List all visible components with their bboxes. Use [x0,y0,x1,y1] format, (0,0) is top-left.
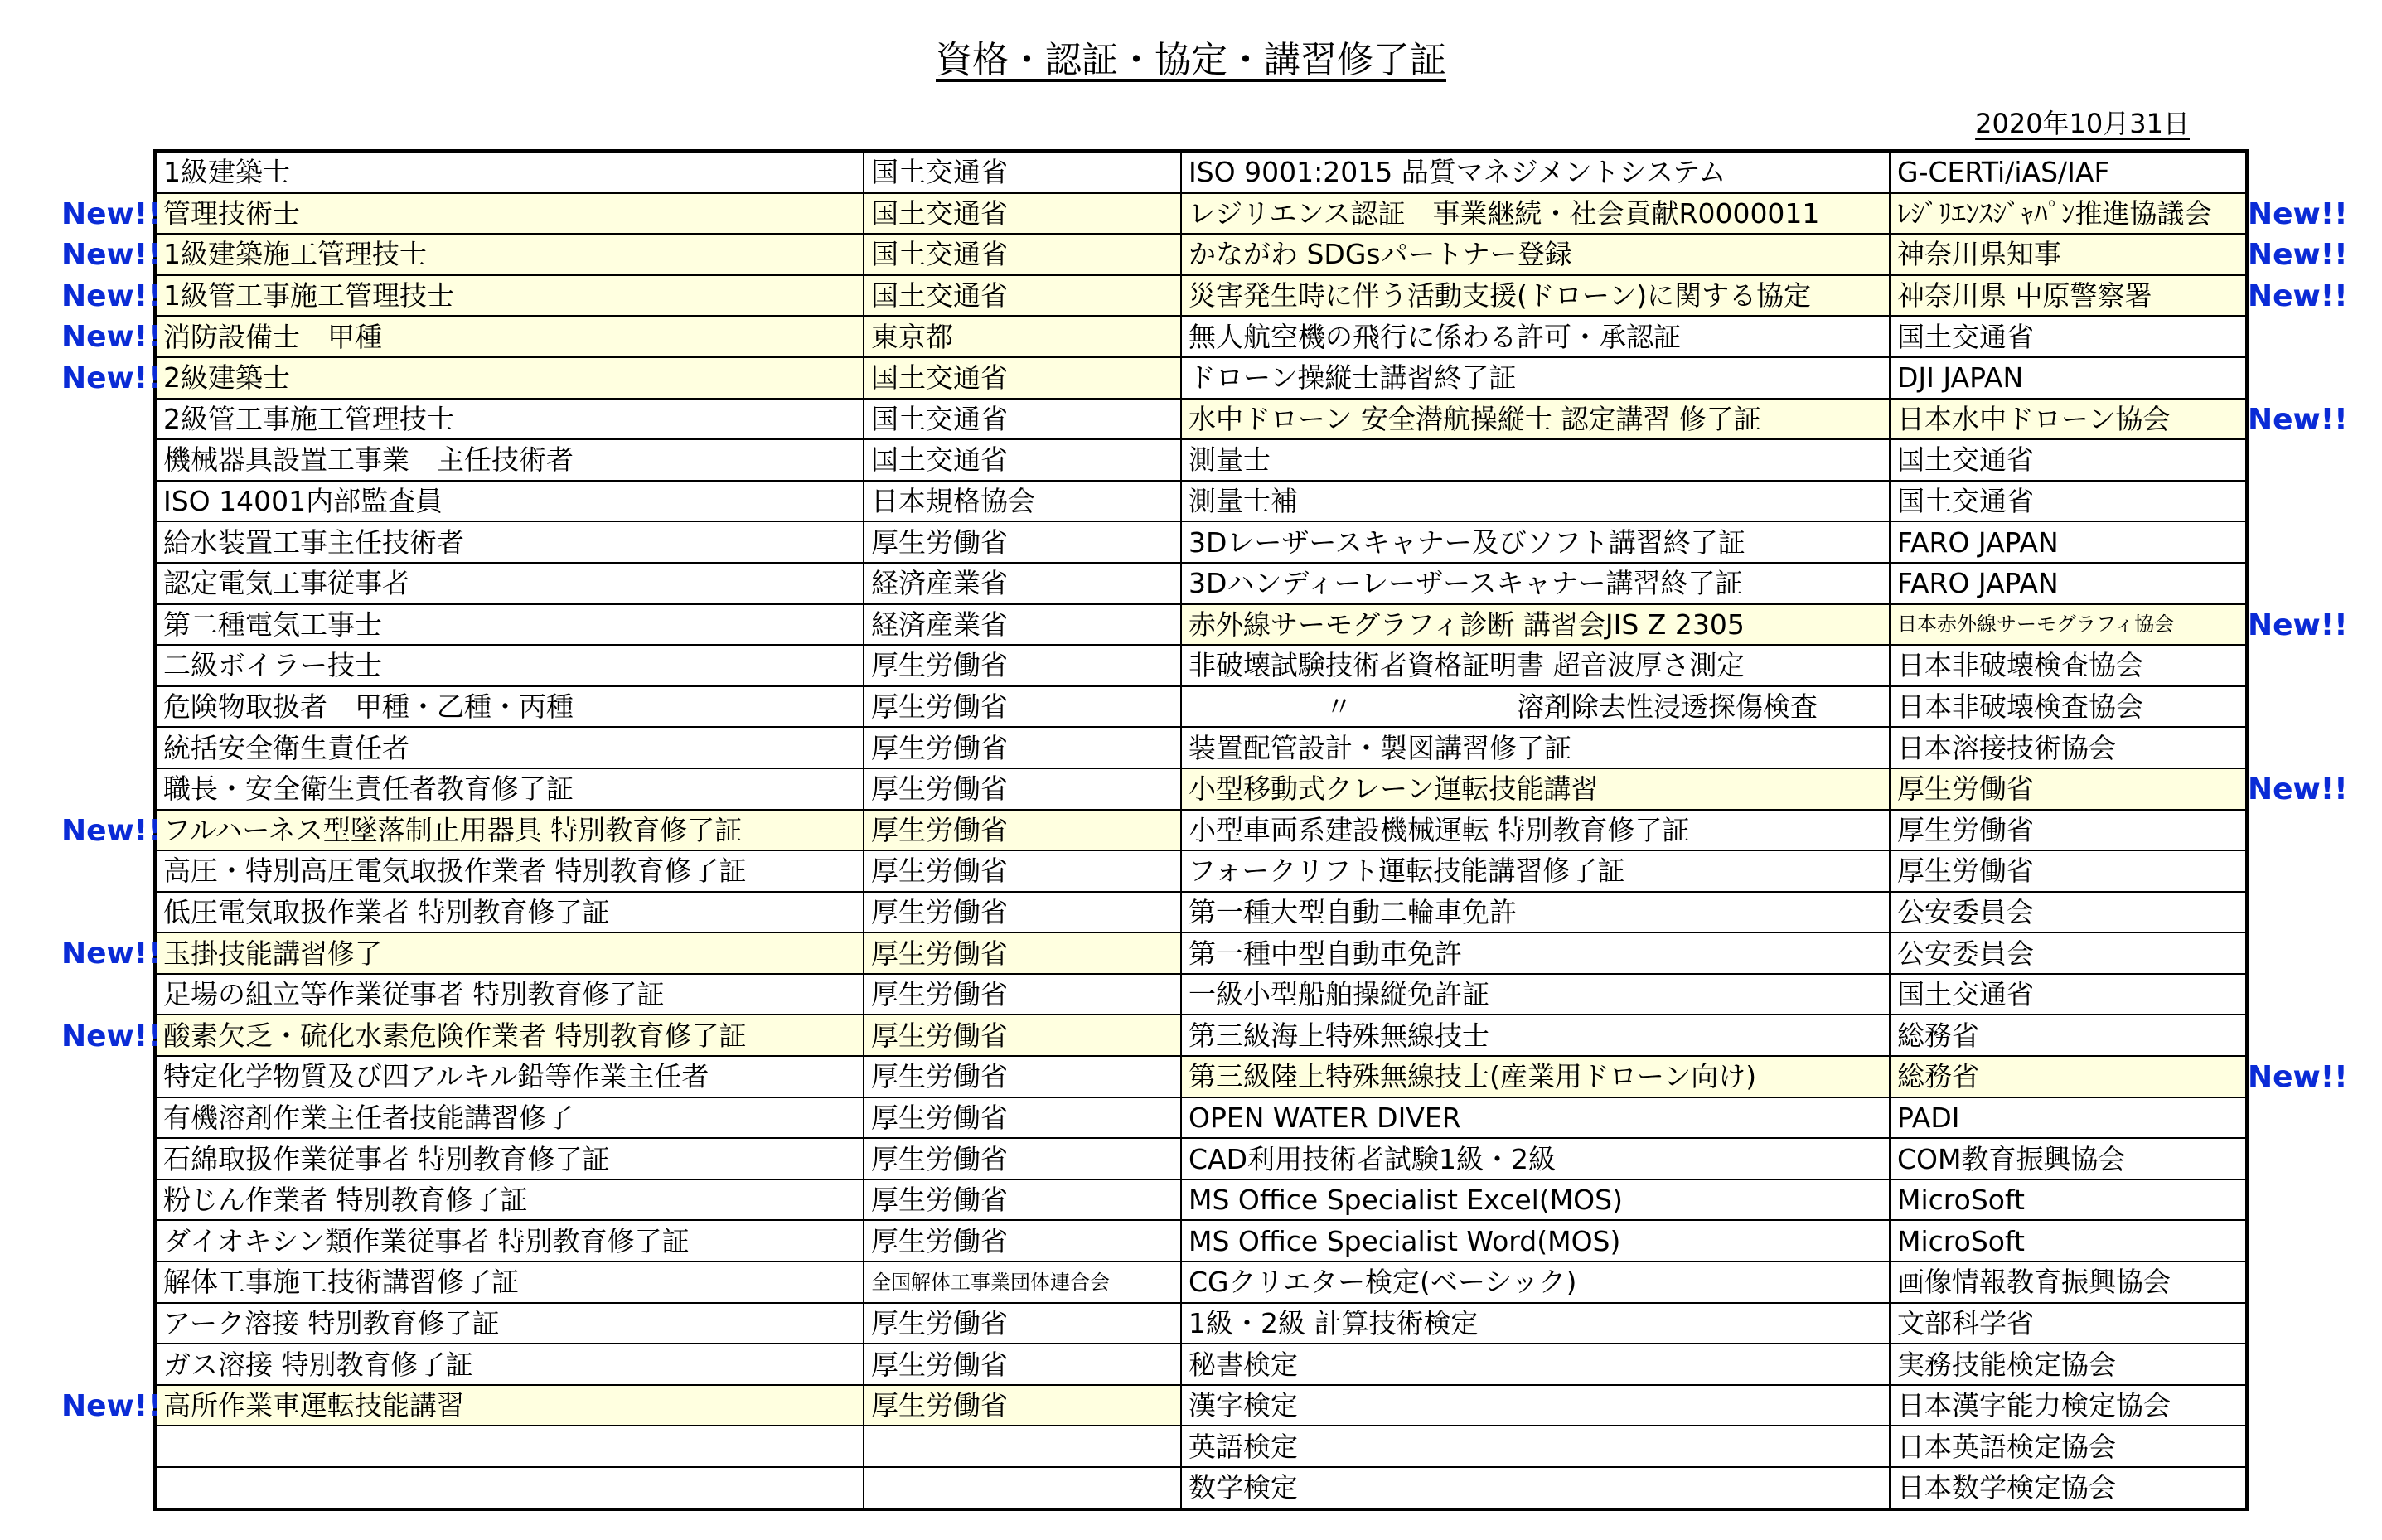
left-issuer-cell [864,1467,1181,1509]
left-issuer-cell: 厚生労働省 [864,686,1181,728]
left-issuer-cell: 厚生労働省 [864,1220,1181,1262]
left-qualification-cell: 給水装置工事主任技術者 [155,521,864,563]
new-badge-left: New!! [61,238,162,273]
left-issuer-cell: 日本規格協会 [864,481,1181,522]
right-qualification-cell: 測量士 [1181,439,1890,481]
table-row [155,151,2247,193]
right-qualification-cell: 赤外線サーモグラフィ診断 講習会JIS Z 2305 [1181,604,1890,646]
table-row [155,193,2247,235]
right-qualification-cell: 無人航空機の飛行に係わる許可・承認証 [1181,316,1890,357]
table-row [155,645,2247,686]
left-qualification-cell: 二級ボイラー技士 [155,645,864,686]
right-issuer-cell: 総務省 [1890,1056,2247,1097]
new-badge-right: New!! [2248,196,2348,231]
left-qualification-cell: フルハーネス型墜落制止用器具 特別教育修了証 [155,810,864,851]
table-row [155,892,2247,933]
left-issuer-cell: 国土交通省 [864,439,1181,481]
left-qualification-cell: 1級建築施工管理技士 [155,234,864,275]
right-issuer-cell: MicroSoft [1890,1179,2247,1221]
left-qualification-cell: 1級建築士 [155,151,864,193]
new-badge-right: New!! [2248,772,2348,806]
right-qualification-cell: 災害発生時に伴う活動支援(ドローン)に関する協定 [1181,275,1890,317]
left-issuer-cell: 全国解体工事業団体連合会 [864,1262,1181,1303]
right-issuer-cell: 画像情報教育振興協会 [1890,1262,2247,1303]
table-row [155,521,2247,563]
left-qualification-cell: 統括安全衛生責任者 [155,727,864,768]
right-issuer-cell: 総務省 [1890,1015,2247,1056]
table-row [155,316,2247,357]
table-row [155,439,2247,481]
left-issuer-cell: 厚生労働省 [864,1303,1181,1344]
left-issuer-cell: 経済産業省 [864,604,1181,646]
right-qualification-cell: 測量士補 [1181,481,1890,522]
right-qualification-cell: 一級小型船舶操縦免許証 [1181,974,1890,1015]
left-qualification-cell: 玉掛技能講習修了 [155,932,864,974]
left-qualification-cell: 足場の組立等作業従事者 特別教育修了証 [155,974,864,1015]
left-qualification-cell: 1級管工事施工管理技士 [155,275,864,317]
left-issuer-cell: 厚生労働省 [864,1179,1181,1221]
right-issuer-cell: 日本赤外線サーモグラフィ協会 [1890,604,2247,646]
left-issuer-cell: 厚生労働省 [864,932,1181,974]
right-qualification-cell: レジリエンス認証 事業継続・社会貢献R0000011 [1181,193,1890,235]
document-date: 2020年10月31日 [1975,108,2190,139]
right-qualification-cell: 小型移動式クレーン運転技能講習 [1181,768,1890,810]
table-row [155,234,2247,275]
left-qualification-cell: 消防設備士 甲種 [155,316,864,357]
left-qualification-cell: 酸素欠乏・硫化水素危険作業者 特別教育修了証 [155,1015,864,1056]
table-row [155,357,2247,399]
table-row [155,275,2247,317]
right-qualification-cell: ISO 9001:2015 品質マネジメントシステム [1181,151,1890,193]
left-qualification-cell: 低圧電気取扱作業者 特別教育修了証 [155,892,864,933]
table-row [155,1015,2247,1056]
table-row [155,604,2247,646]
right-issuer-cell: 国土交通省 [1890,316,2247,357]
table-row [155,1426,2247,1467]
left-issuer-cell: 国土交通省 [864,275,1181,317]
page-title: 資格・認証・協定・講習修了証 [936,39,1446,81]
right-issuer-cell: 日本水中ドローン協会 [1890,399,2247,440]
new-badge-left: New!! [61,320,162,355]
left-qualification-cell: 高所作業車運転技能講習 [155,1385,864,1426]
table-row [155,1179,2247,1221]
right-issuer-cell: 文部科学省 [1890,1303,2247,1344]
new-badge-right: New!! [2248,1060,2348,1095]
left-issuer-cell: 厚生労働省 [864,1138,1181,1179]
right-issuer-cell: 神奈川県知事 [1890,234,2247,275]
new-badge-left: New!! [61,278,162,313]
right-qualification-cell: MS Office Specialist Word(MOS) [1181,1220,1890,1262]
table-row [155,1262,2247,1303]
table-row [155,850,2247,892]
right-qualification-cell: 3Dレーザースキャナー及びソフト講習終了証 [1181,521,1890,563]
table-row [155,481,2247,522]
left-issuer-cell: 厚生労働省 [864,521,1181,563]
certification-table [153,149,2249,1511]
right-qualification-cell: フォークリフト運転技能講習修了証 [1181,850,1890,892]
left-issuer-cell: 厚生労働省 [864,1015,1181,1056]
right-issuer-cell: G-CERTi/iAS/IAF [1890,151,2247,193]
left-issuer-cell: 厚生労働省 [864,892,1181,933]
table-row [155,563,2247,604]
right-issuer-cell: 日本数学検定協会 [1890,1467,2247,1509]
right-issuer-cell: MicroSoft [1890,1220,2247,1262]
left-issuer-cell: 国土交通省 [864,399,1181,440]
left-issuer-cell: 国土交通省 [864,234,1181,275]
left-issuer-cell: 厚生労働省 [864,1056,1181,1097]
right-qualification-cell: 〃 溶剤除去性浸透探傷検査 [1181,686,1890,728]
right-qualification-cell: かながわ SDGsパートナー登録 [1181,234,1890,275]
left-qualification-cell: ISO 14001内部監査員 [155,481,864,522]
right-issuer-cell: ﾚｼﾞﾘｴﾝｽｼﾞｬﾊﾟﾝ推進協議会 [1890,193,2247,235]
right-issuer-cell: 厚生労働省 [1890,768,2247,810]
left-qualification-cell: 解体工事施工技術講習修了証 [155,1262,864,1303]
table-row [155,1467,2247,1509]
right-issuer-cell: 実務技能検定協会 [1890,1344,2247,1385]
right-issuer-cell: 公安委員会 [1890,892,2247,933]
table-row [155,768,2247,810]
left-issuer-cell: 国土交通省 [864,357,1181,399]
left-issuer-cell [864,1426,1181,1467]
right-issuer-cell: 神奈川県 中原警察署 [1890,275,2247,317]
left-qualification-cell: 職長・安全衛生責任者教育修了証 [155,768,864,810]
new-badge-left: New!! [61,361,162,395]
right-qualification-cell: CGクリエター検定(ベーシック) [1181,1262,1890,1303]
right-issuer-cell: PADI [1890,1097,2247,1139]
right-issuer-cell: 国土交通省 [1890,439,2247,481]
new-badge-left: New!! [61,196,162,231]
right-qualification-cell: 水中ドローン 安全潜航操縦士 認定講習 修了証 [1181,399,1890,440]
right-qualification-cell: 第三級海上特殊無線技士 [1181,1015,1890,1056]
right-issuer-cell: DJI JAPAN [1890,357,2247,399]
right-issuer-cell: 日本英語検定協会 [1890,1426,2247,1467]
left-qualification-cell [155,1467,864,1509]
left-qualification-cell: 危険物取扱者 甲種・乙種・丙種 [155,686,864,728]
left-issuer-cell: 厚生労働省 [864,850,1181,892]
left-issuer-cell: 厚生労働省 [864,768,1181,810]
right-qualification-cell: 秘書検定 [1181,1344,1890,1385]
right-qualification-cell: ドローン操縦士講習終了証 [1181,357,1890,399]
new-badge-left: New!! [61,937,162,971]
new-badge-left: New!! [61,1389,162,1423]
table-row [155,1385,2247,1426]
left-qualification-cell: ガス溶接 特別教育修了証 [155,1344,864,1385]
new-badge-left: New!! [61,813,162,848]
right-issuer-cell: 厚生労働省 [1890,810,2247,851]
new-badge-left: New!! [61,1019,162,1053]
new-badge-right: New!! [2248,402,2348,437]
right-issuer-cell: 日本非破壊検査協会 [1890,645,2247,686]
new-badge-right: New!! [2248,238,2348,273]
right-qualification-cell: 第一種中型自動車免許 [1181,932,1890,974]
left-issuer-cell: 厚生労働省 [864,974,1181,1015]
table-row [155,727,2247,768]
left-issuer-cell: 厚生労働省 [864,645,1181,686]
right-qualification-cell: 第三級陸上特殊無線技士(産業用ドローン向け) [1181,1056,1890,1097]
left-qualification-cell: 粉じん作業者 特別教育修了証 [155,1179,864,1221]
left-qualification-cell: 特定化学物質及び四アルキル鉛等作業主任者 [155,1056,864,1097]
left-qualification-cell: 2級建築士 [155,357,864,399]
table-row [155,1220,2247,1262]
left-qualification-cell: 認定電気工事従事者 [155,563,864,604]
right-qualification-cell: 英語検定 [1181,1426,1890,1467]
right-qualification-cell: CAD利用技術者試験1級・2級 [1181,1138,1890,1179]
table-row [155,932,2247,974]
new-badge-right: New!! [2248,278,2348,313]
table-row [155,974,2247,1015]
left-qualification-cell: 石綿取扱作業従事者 特別教育修了証 [155,1138,864,1179]
right-issuer-cell: 厚生労働省 [1890,850,2247,892]
right-qualification-cell: 小型車両系建設機械運転 特別教育修了証 [1181,810,1890,851]
left-issuer-cell: 厚生労働省 [864,810,1181,851]
right-issuer-cell: 公安委員会 [1890,932,2247,974]
left-issuer-cell: 厚生労働省 [864,1385,1181,1426]
left-issuer-cell: 東京都 [864,316,1181,357]
table-row [155,1344,2247,1385]
left-issuer-cell: 厚生労働省 [864,1344,1181,1385]
left-issuer-cell: 国土交通省 [864,151,1181,193]
right-qualification-cell: 数学検定 [1181,1467,1890,1509]
left-qualification-cell: 2級管工事施工管理技士 [155,399,864,440]
right-issuer-cell: COM教育振興協会 [1890,1138,2247,1179]
right-qualification-cell: 非破壊試験技術者資格証明書 超音波厚さ測定 [1181,645,1890,686]
right-issuer-cell: FARO JAPAN [1890,563,2247,604]
right-qualification-cell: 1級・2級 計算技術検定 [1181,1303,1890,1344]
table-row [155,810,2247,851]
right-issuer-cell: 国土交通省 [1890,481,2247,522]
right-qualification-cell: OPEN WATER DIVER [1181,1097,1890,1139]
right-issuer-cell: FARO JAPAN [1890,521,2247,563]
table-row [155,399,2247,440]
certification-table-body [155,151,2247,1509]
right-qualification-cell: 第一種大型自動二輪車免許 [1181,892,1890,933]
right-qualification-cell: MS Office Specialist Excel(MOS) [1181,1179,1890,1221]
left-qualification-cell: アーク溶接 特別教育修了証 [155,1303,864,1344]
left-qualification-cell: 管理技術士 [155,193,864,235]
new-badge-right: New!! [2248,608,2348,642]
left-issuer-cell: 厚生労働省 [864,1097,1181,1139]
left-qualification-cell: 有機溶剤作業主任者技能講習修了 [155,1097,864,1139]
table-row [155,1138,2247,1179]
table-row [155,1303,2247,1344]
right-issuer-cell: 日本漢字能力検定協会 [1890,1385,2247,1426]
right-qualification-cell: 装置配管設計・製図講習修了証 [1181,727,1890,768]
left-qualification-cell: ダイオキシン類作業従事者 特別教育修了証 [155,1220,864,1262]
left-qualification-cell: 機械器具設置工事業 主任技術者 [155,439,864,481]
right-qualification-cell: 3Dハンディーレーザースキャナー講習終了証 [1181,563,1890,604]
left-issuer-cell: 経済産業省 [864,563,1181,604]
right-issuer-cell: 日本溶接技術協会 [1890,727,2247,768]
right-qualification-cell: 漢字検定 [1181,1385,1890,1426]
table-row [155,686,2247,728]
right-issuer-cell: 国土交通省 [1890,974,2247,1015]
left-qualification-cell: 第二種電気工事士 [155,604,864,646]
left-issuer-cell: 厚生労働省 [864,727,1181,768]
table-row [155,1056,2247,1097]
table-row [155,1097,2247,1139]
right-issuer-cell: 日本非破壊検査協会 [1890,686,2247,728]
left-issuer-cell: 国土交通省 [864,193,1181,235]
left-qualification-cell: 高圧・特別高圧電気取扱作業者 特別教育修了証 [155,850,864,892]
left-qualification-cell [155,1426,864,1467]
